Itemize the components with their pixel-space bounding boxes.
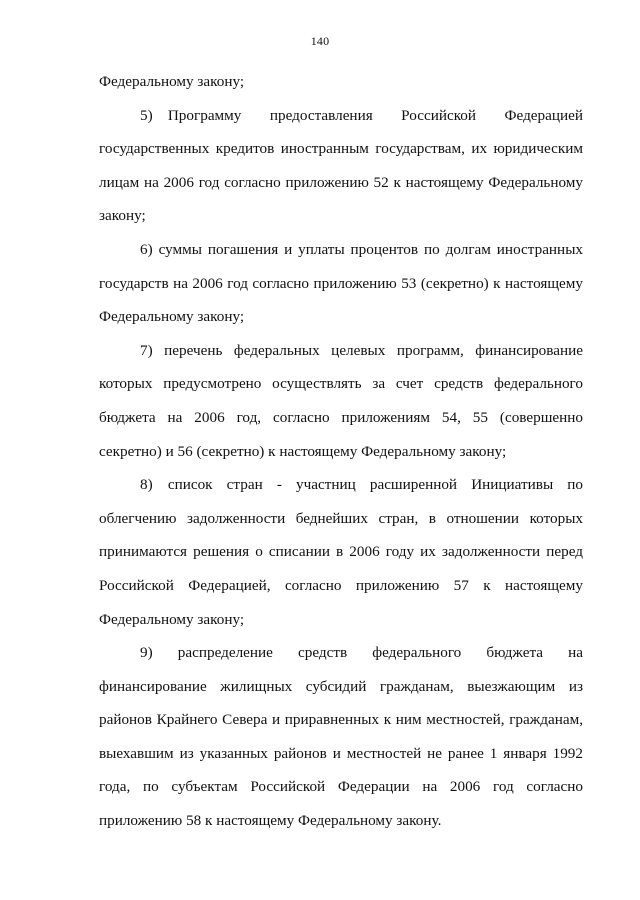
paragraph-continuation: Федеральному закону;	[99, 73, 245, 90]
paragraph-item-8: 8) список стран - участниц расширенной Инициативы по облегчению задолженности беднейших стран, в отношении которых принимаются решения о списании в 2006 году их задолженности перед Российской Федерацией, согласно приложению 57 к настоящему Федеральному закону;	[99, 476, 583, 628]
document-body	[99, 65, 583, 838]
page-number: 140	[310, 34, 330, 48]
paragraph-item-7: 7) перечень федеральных целевых программ, финансирование которых предусмотрено осуществлять за счет средств федерального бюджета на 2006 год, согласно приложениям 54, 55 (совершенно секретно) и 56 (секретно) к настоящему Федеральному закону;	[99, 341, 583, 460]
paragraph-item-9: 9) распределение средств федерального бюджета на финансирование жилищных субсидий гражданам, выезжающим из районов Крайнего Севера и приравненных к ним местностей, гражданам, выехавшим из указанных районов и местностей не ранее 1 января 1992 года, по субъектам Российской Федерации на 2006 год согласно приложению 58 к настоящему Федеральному закону.	[99, 644, 583, 830]
paragraph-item-6: 6) суммы погашения и уплаты процентов по долгам иностранных государств на 2006 год согласно приложению 53 (секретно) к настоящему Федеральному закону;	[99, 240, 583, 326]
paragraph-item-5: 5) Программу предоставления Российской Федерацией государственных кредитов иностранным государствам, их юридическим лицам на 2006 год согласно приложению 52 к настоящему Федеральному закону;	[99, 106, 583, 225]
